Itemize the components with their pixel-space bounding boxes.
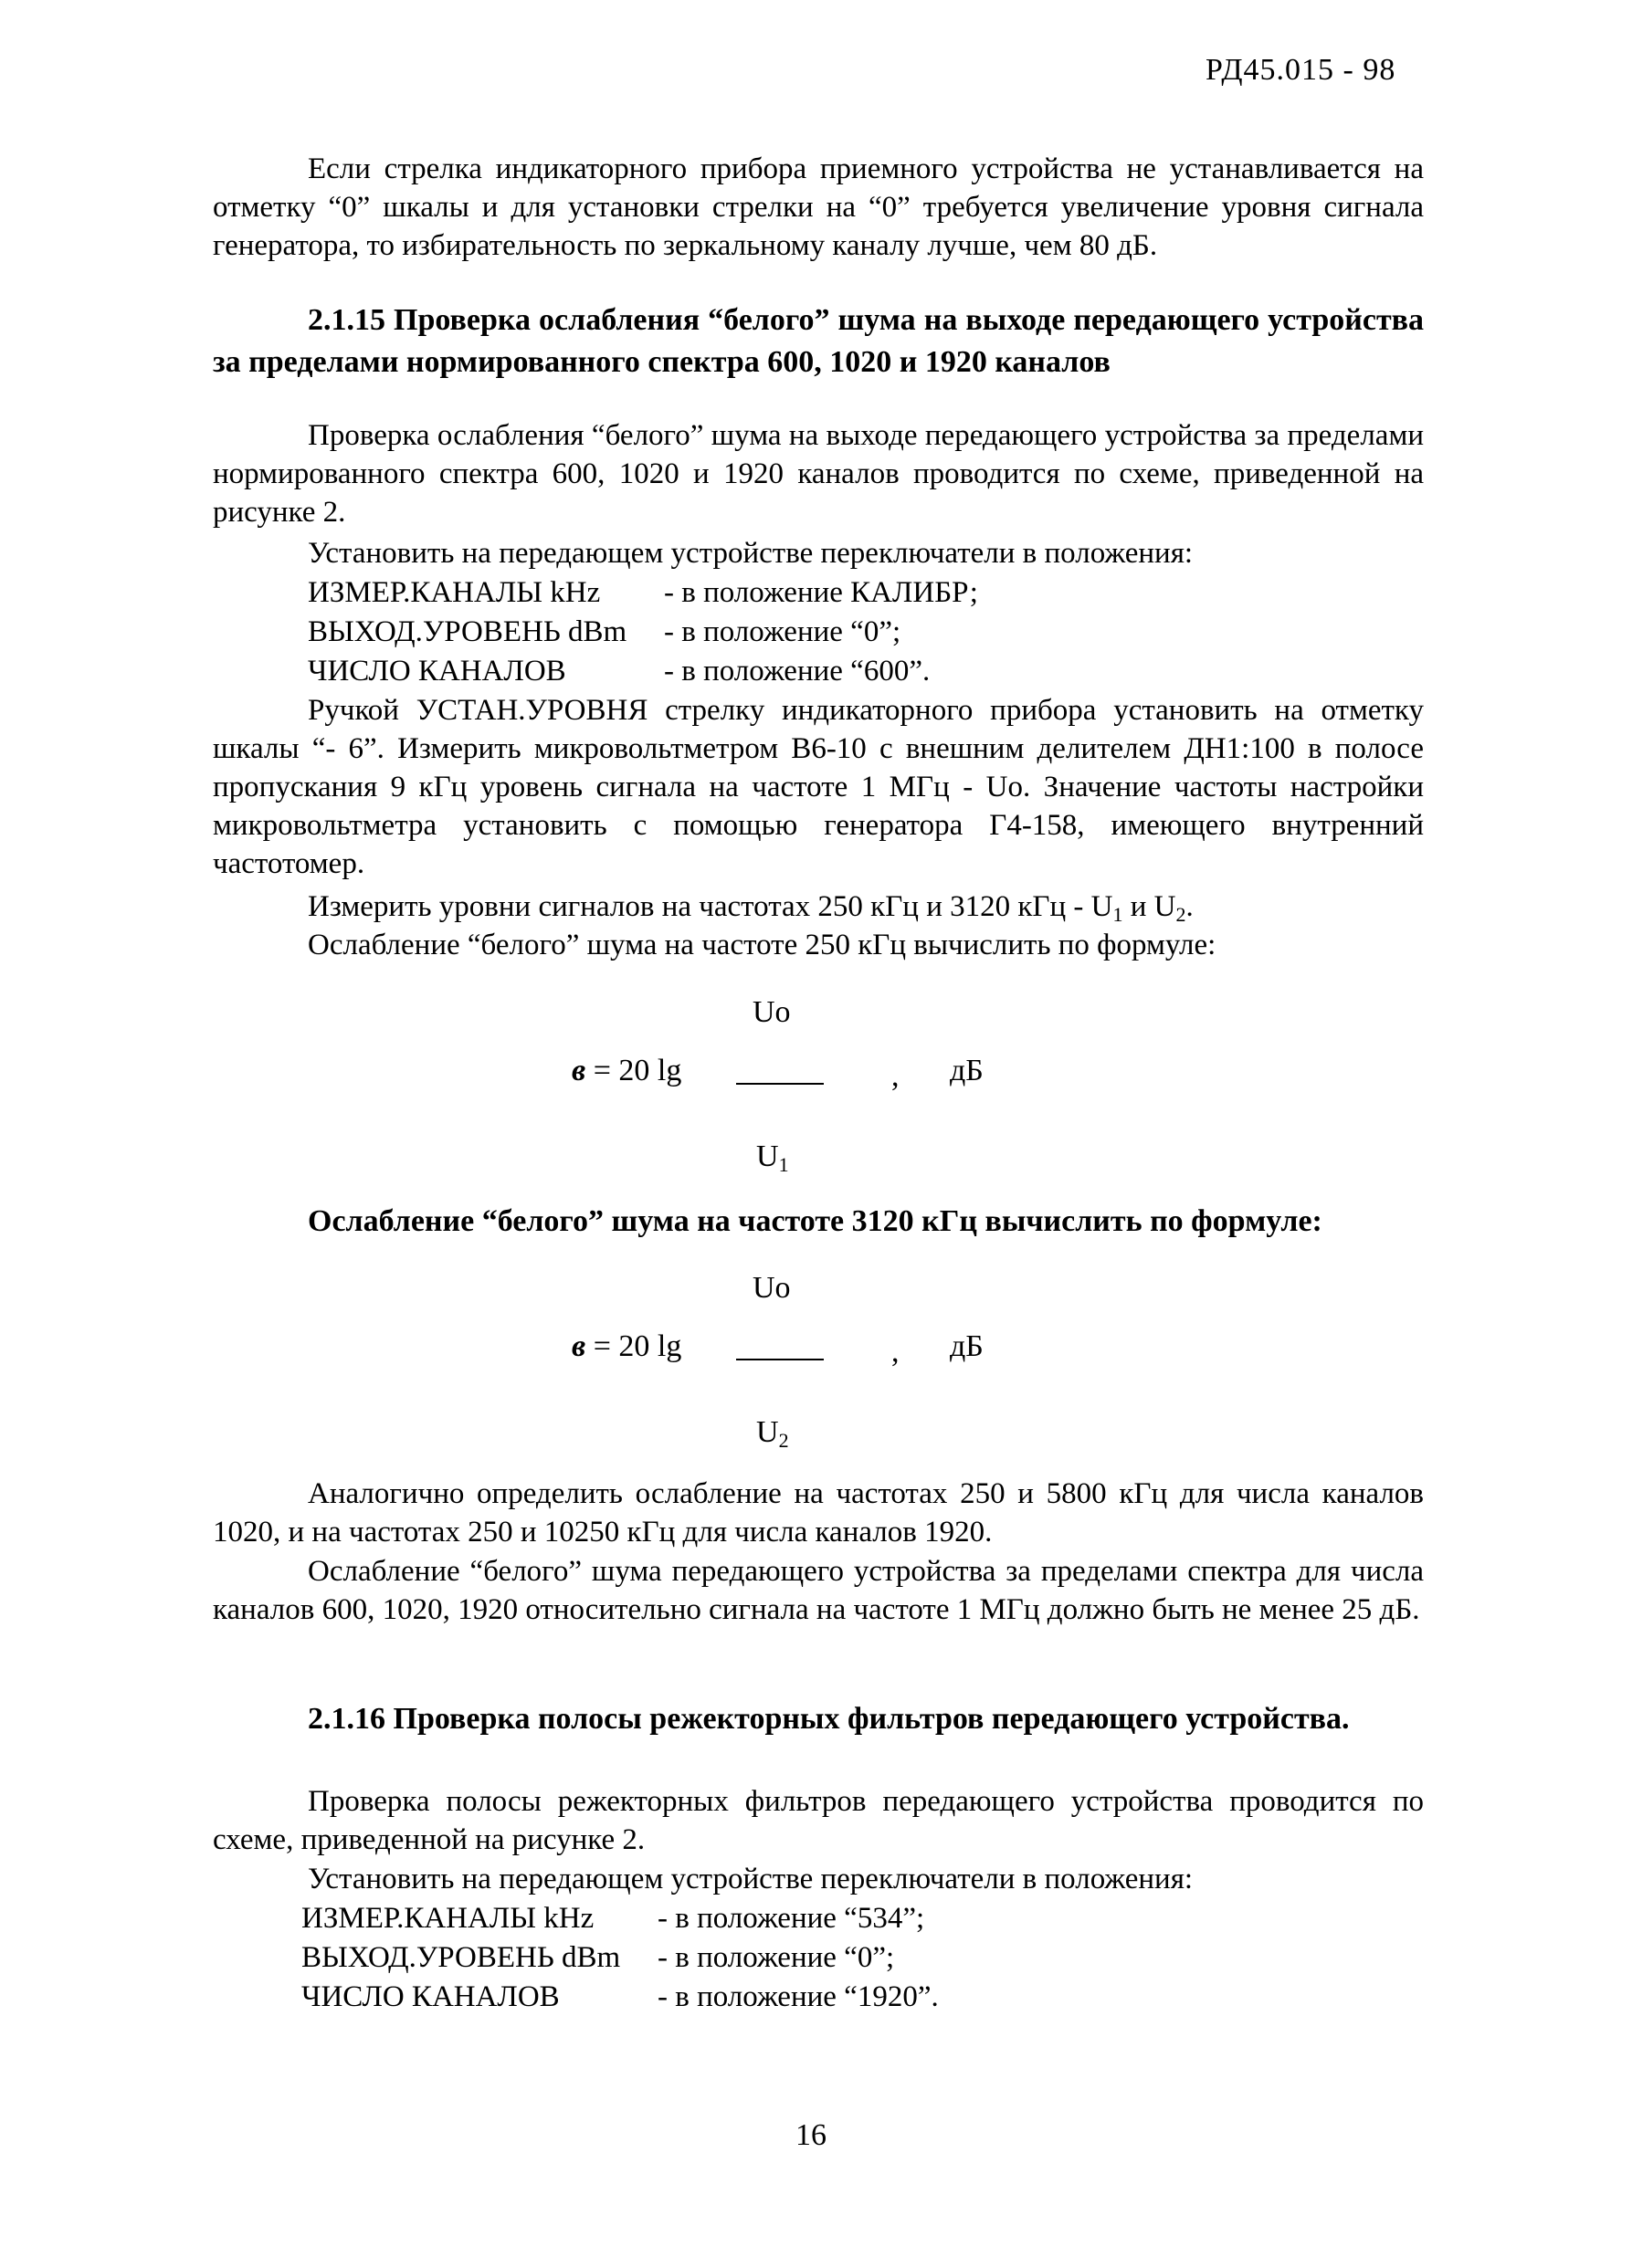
p4-and: и U: [1122, 890, 1176, 923]
switch-name: ИЗМЕР.КАНАЛЫ kHz: [301, 1902, 595, 1935]
formula-2: [0, 1271, 1632, 1454]
s15-paragraph-3: Ручкой УСТАН.УРОВНЯ стрелку индикаторного прибора установить на отметку шкалы “- 6”. Измерить микровольтметром В6-10 с внешним делителем ДН1:100 в полосе пропускания 9 кГц уровень сигнала на частоте 1 МГц - Uo. Значение частоты настройки микровольтметра установить с помощью генератора Г4-158, имеющего внутренний частотомер.: [213, 694, 1424, 880]
s15-paragraph-1: Проверка ослабления “белого” шума на выходе передающего устройства за пределами нормированного спектра 600, 1020 и 1920 каналов проводится по схеме, приведенной на рисунке 2.: [213, 419, 1424, 529]
switch-setting: - в положение “1920”.: [658, 1980, 939, 2013]
den-sub: 2: [778, 1429, 789, 1452]
switch-setting: - в положение “0”;: [658, 1941, 895, 1974]
p4-sub-2: 2: [1175, 903, 1186, 926]
s15-paragraph-6: Ослабление “белого” шума на частоте 3120 кГц вычислить по формуле:: [308, 1204, 1322, 1238]
switch-name: ВЫХОД.УРОВЕНЬ dBm: [301, 1941, 621, 1974]
formula-unit: дБ: [950, 1329, 984, 1363]
formula-expr: = 20 lg: [585, 1329, 682, 1363]
s16-switch-row: [301, 1938, 894, 1977]
switch-name: ВЫХОД.УРОВЕНЬ dBm: [308, 615, 627, 648]
den-base: U: [756, 1415, 779, 1449]
intro-paragraph: Если стрелка индикаторного прибора приемного устройства не устанавливается на отметку “0” шкалы и для установки стрелки на “0” требуется увеличение уровня сигнала генератора, то избирательность по зеркальному каналу лучше, чем 80 дБ.: [213, 152, 1424, 262]
formula-denominator: [756, 1415, 789, 1453]
formula-var: в: [572, 1329, 586, 1363]
switch-setting: - в положение “600”.: [664, 655, 931, 688]
s15-switch-row: [308, 652, 930, 690]
s16-paragraph-2: Установить на передающем устройстве переключатели в положения:: [308, 1863, 1194, 1895]
switch-name: ЧИСЛО КАНАЛОВ: [308, 655, 566, 688]
s15-paragraph-7: Аналогично определить ослабление на частотах 250 и 5800 кГц для числа каналов 1020, и на частотах 250 и 10250 кГц для числа каналов 1920.: [213, 1477, 1424, 1549]
formula-1: [0, 995, 1632, 1178]
switch-setting: - в положение “0”;: [664, 615, 901, 648]
p4-end: .: [1185, 890, 1194, 923]
formula-unit: дБ: [950, 1054, 984, 1087]
fraction-bar: [736, 1359, 824, 1360]
formula-numerator: Uo: [753, 1271, 791, 1305]
den-base: U: [756, 1139, 779, 1173]
den-sub: 1: [778, 1153, 789, 1176]
formula-lhs: [572, 1054, 681, 1088]
formula-denominator: [756, 1139, 789, 1177]
formula-var: в: [572, 1054, 586, 1087]
formula-expr: = 20 lg: [585, 1054, 682, 1087]
formula-lhs: [572, 1329, 681, 1364]
p4-text: Измерить уровни сигналов на частотах 250 кГц и 3120 кГц - U: [308, 890, 1113, 923]
s15-paragraph-8: Ослабление “белого” шума передающего устройства за пределами спектра для числа каналов 600, 1020, 1920 относительно сигнала на частоте 1 МГц должно быть не менее 25 дБ.: [213, 1555, 1424, 1626]
s15-switch-row: [308, 613, 900, 651]
switch-name: ЧИСЛО КАНАЛОВ: [301, 1980, 560, 2013]
s15-paragraph-5: Ослабление “белого” шума на частоте 250 кГц вычислить по формуле:: [308, 929, 1216, 961]
p4-sub-1: 1: [1112, 903, 1123, 926]
formula-comma: ,: [891, 1335, 900, 1369]
fraction-bar: [736, 1083, 824, 1085]
formula-numerator: Uo: [753, 995, 791, 1029]
switch-setting: - в положение “534”;: [658, 1902, 925, 1935]
section-2-1-16-heading: 2.1.16 Проверка полосы режекторных фильтров передающего устройства.: [308, 1702, 1350, 1736]
s15-switch-row: [308, 573, 978, 612]
switch-name: ИЗМЕР.КАНАЛЫ kHz: [308, 576, 601, 609]
switch-setting: - в положение КАЛИБР;: [664, 576, 978, 609]
s16-switch-row: [301, 1899, 924, 1937]
formula-comma: ,: [891, 1059, 900, 1093]
section-2-1-15-heading: 2.1.15 Проверка ослабления “белого” шума на выходе передающего устройства за пределами нормированного спектра 600, 1020 и 1920 каналов: [213, 303, 1424, 379]
s16-switch-row: [301, 1978, 939, 2016]
document-code: РД45.015 - 98: [1206, 53, 1396, 87]
s15-paragraph-2: Установить на передающем устройстве переключатели в положения:: [308, 537, 1194, 570]
page-number: 16: [795, 2118, 827, 2152]
s16-paragraph-1: Проверка полосы режекторных фильтров передающего устройства проводится по схеме, приведенной на рисунке 2.: [213, 1785, 1424, 1856]
